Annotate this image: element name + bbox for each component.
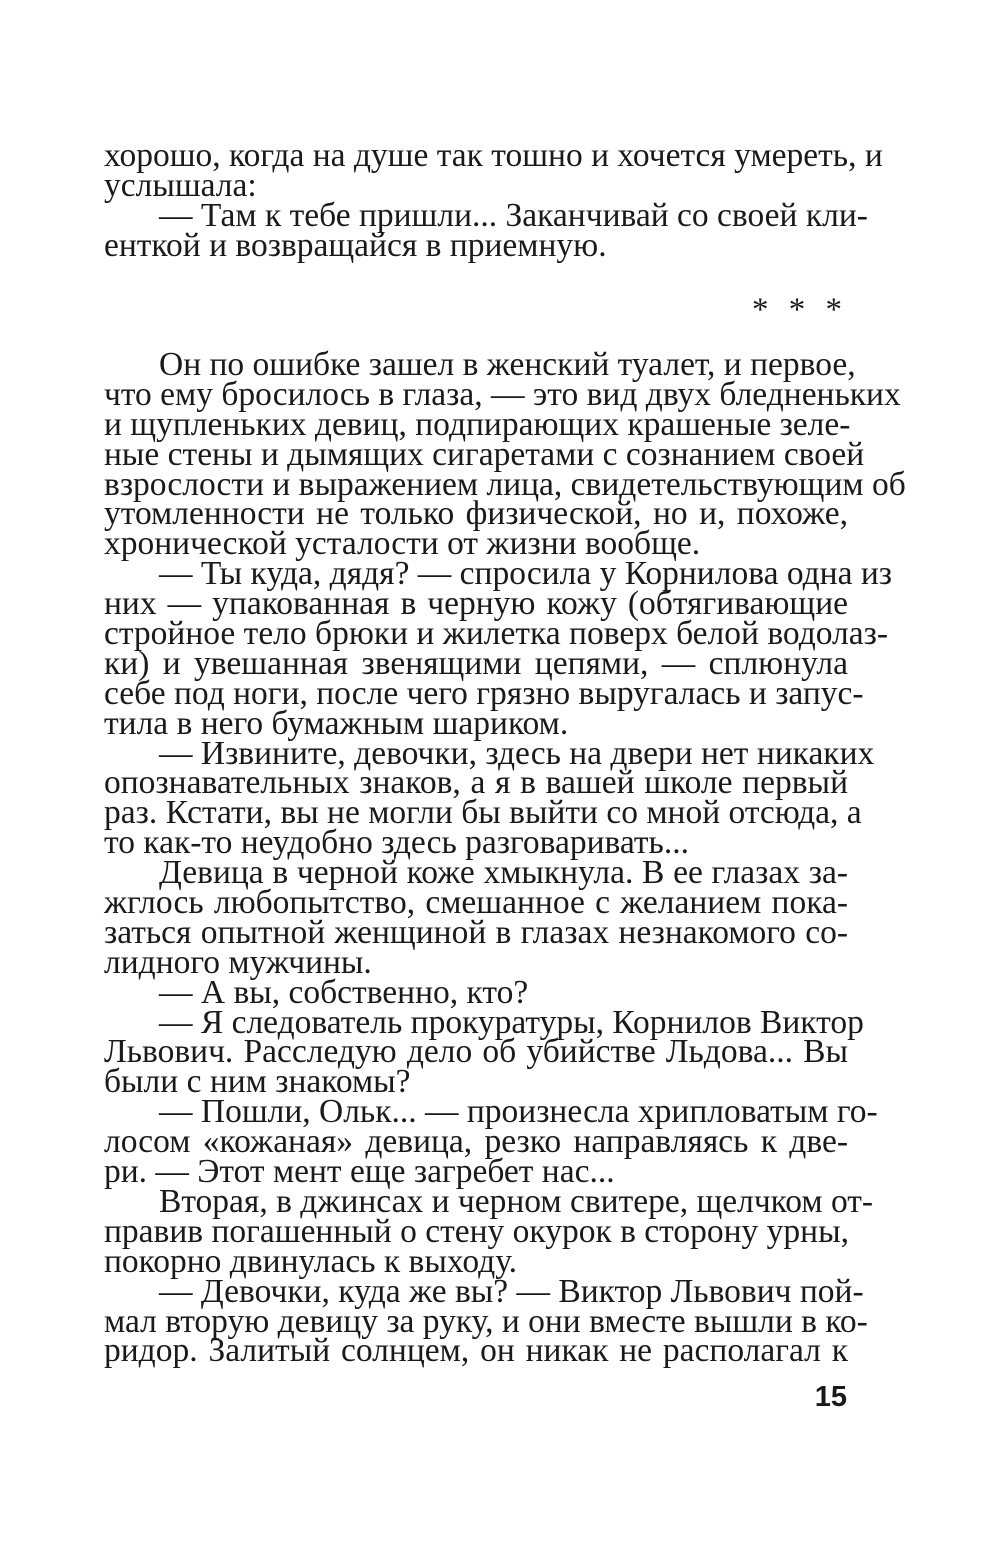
text-line: заться опытной женщиной в глазах незнакомого со- xyxy=(104,913,848,951)
text-line: — А вы, собственно, кто? xyxy=(159,973,529,1011)
text-block-top xyxy=(104,137,883,264)
text-line: — Ты куда, дядя? — спросила у Корнилова одна из xyxy=(159,555,892,593)
text-line: то как-то неудобно здесь разговаривать... xyxy=(104,824,689,862)
text-line: стройное тело брюки и жилетка поверх белой водолаз- xyxy=(104,615,889,653)
text-line: покорно двинулась к выходу. xyxy=(104,1242,517,1280)
text-line: Девица в черной коже хмыкнула. В ее глазах за- xyxy=(159,854,848,892)
text-line: жглось любопытство, смешанное с желанием пока- xyxy=(104,884,848,922)
text-line: ри. — Этот мент еще загребет нас... xyxy=(104,1153,615,1191)
text-line: них — упакованная в черную кожу (обтягивающие xyxy=(104,585,848,623)
text-block-main xyxy=(104,346,906,1370)
text-line: — Там к тебе пришли... Заканчивай со своей кли- xyxy=(159,196,868,234)
text-line: Вторая, в джинсах и черном свитере, щелчком от- xyxy=(159,1182,874,1220)
text-line: раз. Кстати, вы не могли бы выйти со мной отсюда, а xyxy=(104,794,862,832)
text-line: опознавательных знаков, а я в вашей школе первый xyxy=(104,764,848,802)
text-line: хронической усталости от жизни вообще. xyxy=(104,525,701,563)
text-line: правив погашенный о стену окурок в сторону урны, xyxy=(104,1212,849,1250)
text-line: тила в него бумажным шариком. xyxy=(104,704,569,742)
text-line: лидного мужчины. xyxy=(104,943,372,981)
text-line: Львович. Расследую дело об убийстве Льдова... Вы xyxy=(104,1033,848,1071)
text-line: и щупленьких девиц, подпирающих крашеные зеле- xyxy=(104,405,851,443)
text-line: что ему бросилось в глаза, — это вид двух бледненьких xyxy=(104,375,901,413)
text-line: — Я следователь прокуратуры, Корнилов Виктор xyxy=(159,1003,864,1041)
text-line: Он по ошибке зашел в женский туалет, и первое, xyxy=(159,346,856,383)
page-number: 15 xyxy=(814,1381,847,1413)
text-line: мал вторую девицу за руку, и они вместе вышли в ко- xyxy=(104,1302,868,1340)
text-line: — Пошли, Ольк... — произнесла хрипловатым го- xyxy=(159,1093,878,1131)
text-line: себе под ноги, после чего грязно выругалась и запус- xyxy=(104,674,864,712)
text-line: лосом «кожаная» девица, резко направляясь к две- xyxy=(104,1123,848,1161)
text-line: были с ним знакомы? xyxy=(104,1063,411,1101)
text-line: услышала: xyxy=(104,166,257,204)
text-line: ки) и увешанная звенящими цепями, — сплюнула xyxy=(104,644,848,682)
text-line: ридор. Залитый солнцем, он никак не располагал к xyxy=(104,1332,848,1370)
text-line: — Извините, девочки, здесь на двери нет никаких xyxy=(159,734,875,772)
text-line: ные стены и дымящих сигаретами с сознанием своей xyxy=(104,435,865,473)
text-line: взрослости и выражением лица, свидетельствующим об xyxy=(104,465,906,503)
text-line: — Девочки, куда же вы? — Виктор Львович пой- xyxy=(159,1272,864,1310)
text-line: хорошо, когда на душе так тошно и хочется умереть, и xyxy=(104,137,883,174)
text-line: утомленности не только физической, но и, похоже, xyxy=(104,495,848,533)
text-line: енткой и возвращайся в приемную. xyxy=(104,226,607,264)
section-separator: * * * xyxy=(752,292,848,328)
